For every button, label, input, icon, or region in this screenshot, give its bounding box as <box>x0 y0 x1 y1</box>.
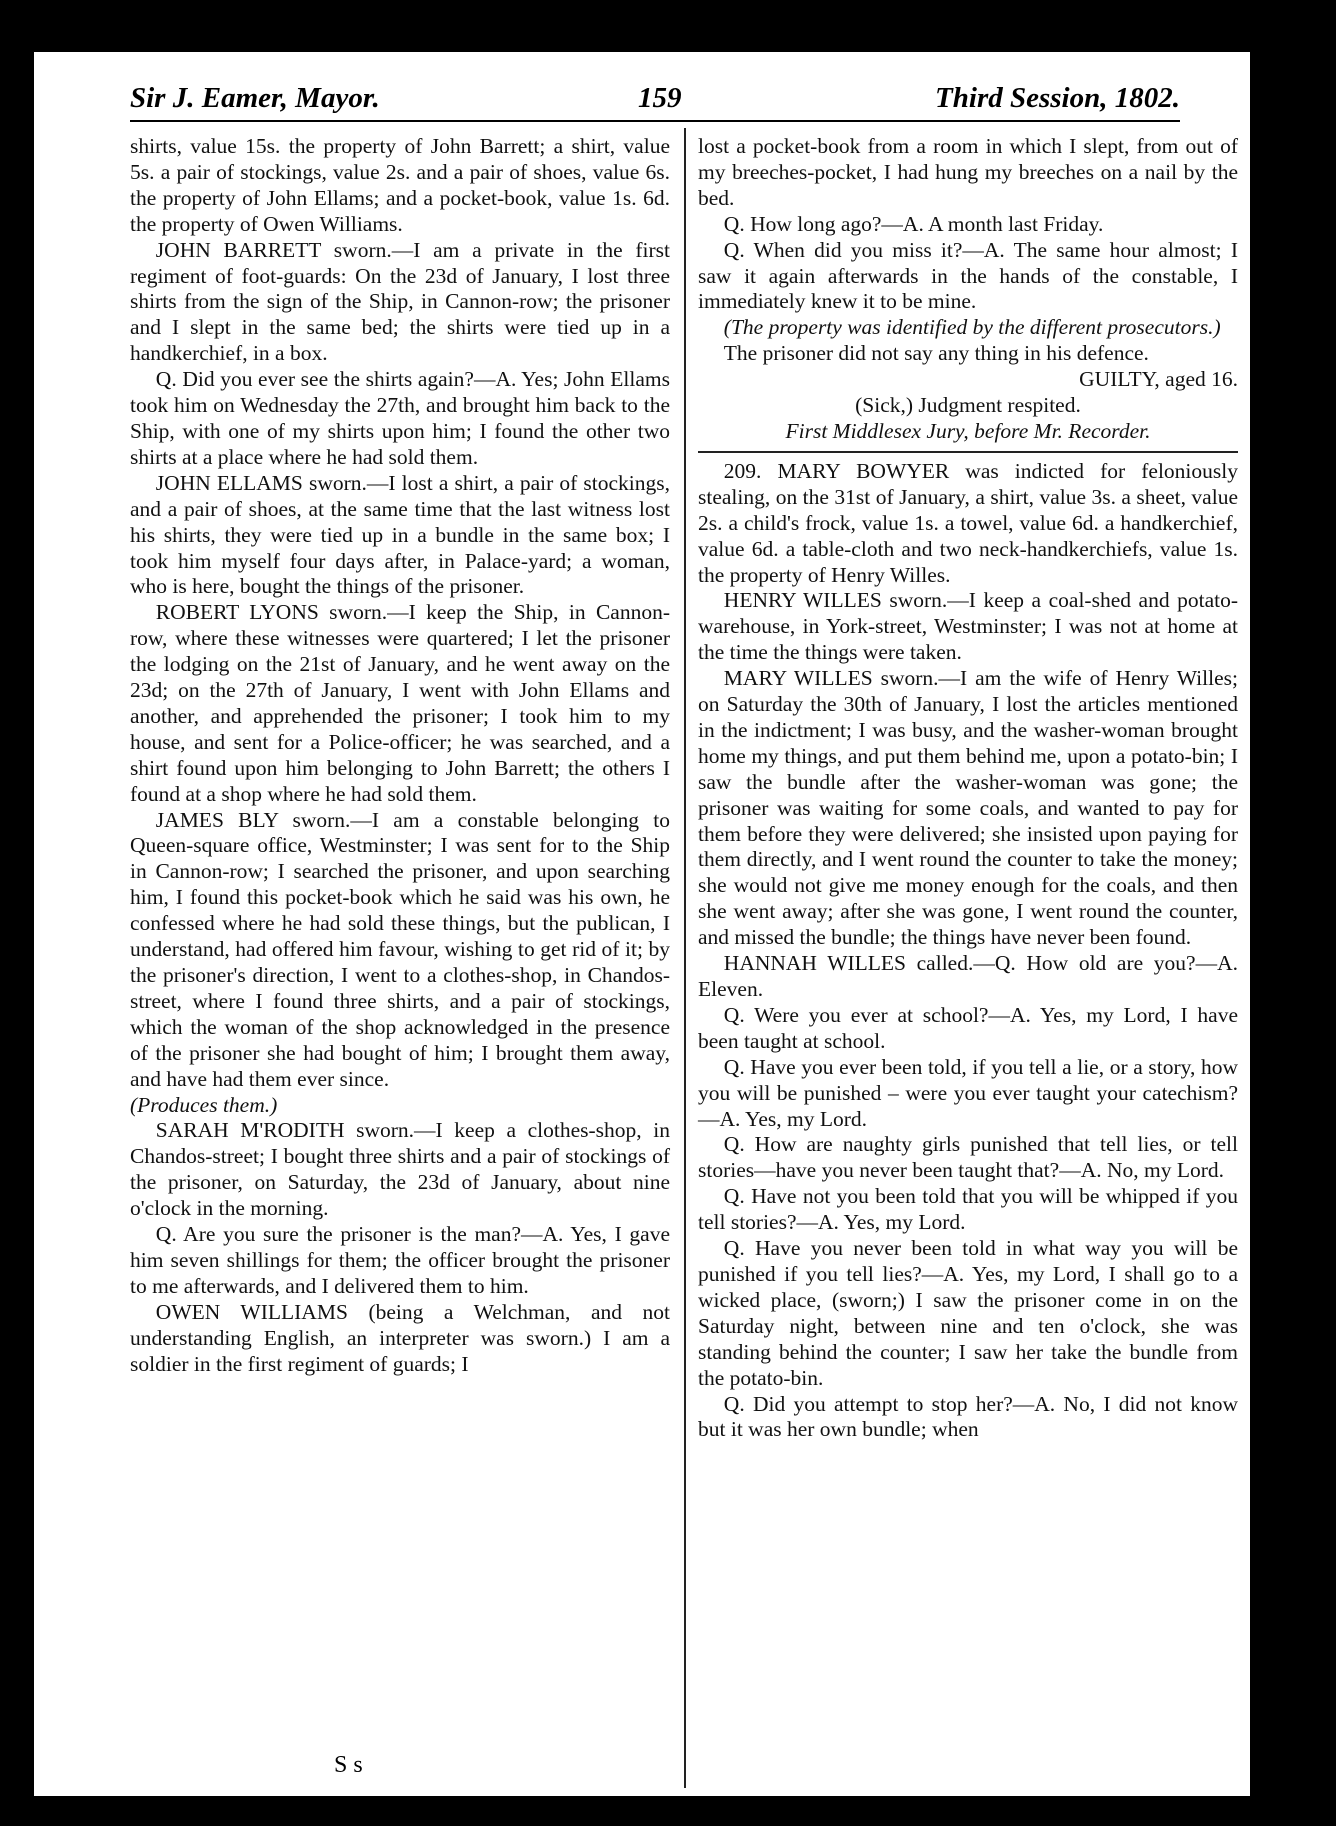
paragraph: Q. Have you ever been told, if you tell a lie, or a story, how you will be punished – were you ever taught your catechism?—A. Yes, my Lord. <box>698 1054 1238 1131</box>
paragraph: HANNAH WILLES called.—Q. How old are you?—A. Eleven. <box>698 951 1238 1001</box>
signature-mark: S s <box>334 1752 363 1778</box>
paragraph: Q. How are naughty girls punished that tell lies, or tell stories—have you never been taught that?—A. No, my Lord. <box>698 1132 1238 1183</box>
header-rule <box>130 120 1180 122</box>
paragraph: JOHN ELLAMS sworn.—I lost a shirt, a pair of stockings, and a pair of shoes, at the same time that the last witness lost his shirts, they were tied up in a bundle in the same box; I took him myself four days after, in Palace-yard; a woman, who is here, bought the things of the prisoner. <box>130 470 670 599</box>
header-session: Third Session, 1802. <box>935 82 1180 114</box>
paragraph: OWEN WILLIAMS (being a Welchman, and not understanding English, an interpreter was sworn.) I am a soldier in the first regiment of guards; I <box>130 1299 670 1376</box>
paragraph-note: (Produces them.) <box>130 1092 278 1117</box>
paragraph: Q. Are you sure the prisoner is the man?—A. Yes, I gave him seven shillings for them; the officer brought the prisoner to me afterwards, and I delivered them to him. <box>130 1222 670 1298</box>
paragraph: MARY WILLES sworn.—I am the wife of Henry Willes; on Saturday the 30th of January, I lost the articles mentioned in the indictment; I was busy, and the washer-woman brought home my things, and put them behind me, upon a potato-bin; I saw the bundle after the washer-woman was gone; the prisoner was waiting for some coals, and wanted to pay for them before they were delivered; she insisted upon paying for them directly, and I went round the counter to take the money; she would not give me money enough for the coals, and then she went away; after she was gone, I went round the counter, and missed the bundle; the things have never been found. <box>698 666 1238 950</box>
paragraph: The prisoner did not say any thing in his defence. <box>723 341 1149 366</box>
case-separator <box>698 451 1238 453</box>
paragraph: ROBERT LYONS sworn.—I keep the Ship, in Cannon-row, where these witnesses were quartered; I let the prisoner the lodging on the 21st of January, and he went away on the 23d; on the 27th of January, I went with John Ellams and another, and apprehended the prisoner; I took him to my house, and sent for a Police-officer; he was searched, and a shirt found upon him belonging to John Barrett; the others I found at a shop where he had sold them. <box>130 600 670 806</box>
header-mayor: Sir J. Eamer, Mayor. <box>130 82 380 114</box>
paragraph: lost a pocket-book from a room in which I slept, from out of my breeches-pocket, I had hung my breeches on a nail by the bed. <box>698 134 1238 210</box>
paragraph: Q. Did you ever see the shirts again?—A. Yes; John Ellams took him on Wednesday the 27th, and brought him back to the Ship, with one of my shirts upon him; I found the other two shirts at a place where he had sold them. <box>130 367 670 469</box>
paragraph: JAMES BLY sworn.—I am a constable belonging to Queen-square office, Westminster; I was sent for to the Ship in Cannon-row; I searched the prisoner, and upon searching him, I found this pocket-book which he said was his own, he confessed where he had sold these things, but the publican, I understand, had offered him favour, wishing to get rid of it; by the prisoner's direction, I went to a clothes-shop, in Chandos-street, where I found three shirts, and a pair of stockings, which the woman of the shop acknowledged in the presence of the prisoner she had bought of him; I brought them away, and have had them ever since. <box>130 807 670 1091</box>
document-page <box>34 52 1250 1796</box>
paragraph: Q. When did you miss it?—A. The same hour almost; I saw it again afterwards in the hands of the constable, I immediately knew it to be mine. <box>698 237 1238 314</box>
paragraph: SARAH M'RODITH sworn.—I keep a clothes-shop, in Chandos-street; I bought three shirts and a pair of stockings of the prisoner, on Saturday, the 23d of January, about nine o'clock in the morning. <box>130 1118 670 1221</box>
paragraph: 209. MARY BOWYER was indicted for feloniously stealing, on the 31st of January, a shirt, value 3s. a sheet, value 2s. a child's frock, value 1s. a towel, value 6d. a handkerchief, value 6d. a table-cloth and two neck-handkerchiefs, value 1s. the property of Henry Willes. <box>698 458 1238 587</box>
page-number: 159 <box>638 82 682 114</box>
judgment: (Sick,) Judgment respited. <box>855 393 1081 418</box>
paragraph-note: (The property was identified by the different prosecutors.) <box>723 315 1221 340</box>
paragraph: HENRY WILLES sworn.—I keep a coal-shed and potato-warehouse, in York-street, Westminster; I was not at home at the time the things were taken. <box>698 588 1238 665</box>
paragraph: Q. Did you attempt to stop her?—A. No, I did not know but it was her own bundle; when <box>698 1391 1238 1442</box>
paragraph: Q. Have you never been told in what way you will be punished if you tell lies?—A. Yes, my Lord, I shall go to a wicked place, (sworn;) I saw the prisoner come in on the Saturday night, between nine and ten o'clock, she was standing behind the counter; I saw her take the bundle from the potato-bin. <box>698 1236 1238 1390</box>
paragraph: Q. Have not you been told that you will be whipped if you tell stories?—A. Yes, my Lord. <box>698 1184 1238 1235</box>
column-divider <box>684 128 686 1788</box>
paragraph: shirts, value 15s. the property of John Barrett; a shirt, value 5s. a pair of stockings, value 2s. and a pair of shoes, value 6s. the property of John Ellams; and a pocket-book, value 1s. 6d. the property of Owen Williams. <box>130 134 670 236</box>
paragraph: JOHN BARRETT sworn.—I am a private in the first regiment of foot-guards: On the 23d of January, I lost three shirts from the sign of the Ship, in Cannon-row; the prisoner and I slept in the same bed; the shirts were tied up in a handkerchief, in a box. <box>130 237 670 366</box>
paragraph: Q. How long ago?—A. A month last Friday. <box>723 211 1104 236</box>
left-column <box>130 134 670 1378</box>
jury-note: First Middlesex Jury, before Mr. Recorder. <box>785 418 1151 443</box>
right-column <box>698 134 1238 1443</box>
verdict: GUILTY, aged 16. <box>1079 367 1238 392</box>
paragraph: Q. Were you ever at school?—A. Yes, my Lord, I have been taught at school. <box>698 1002 1238 1053</box>
